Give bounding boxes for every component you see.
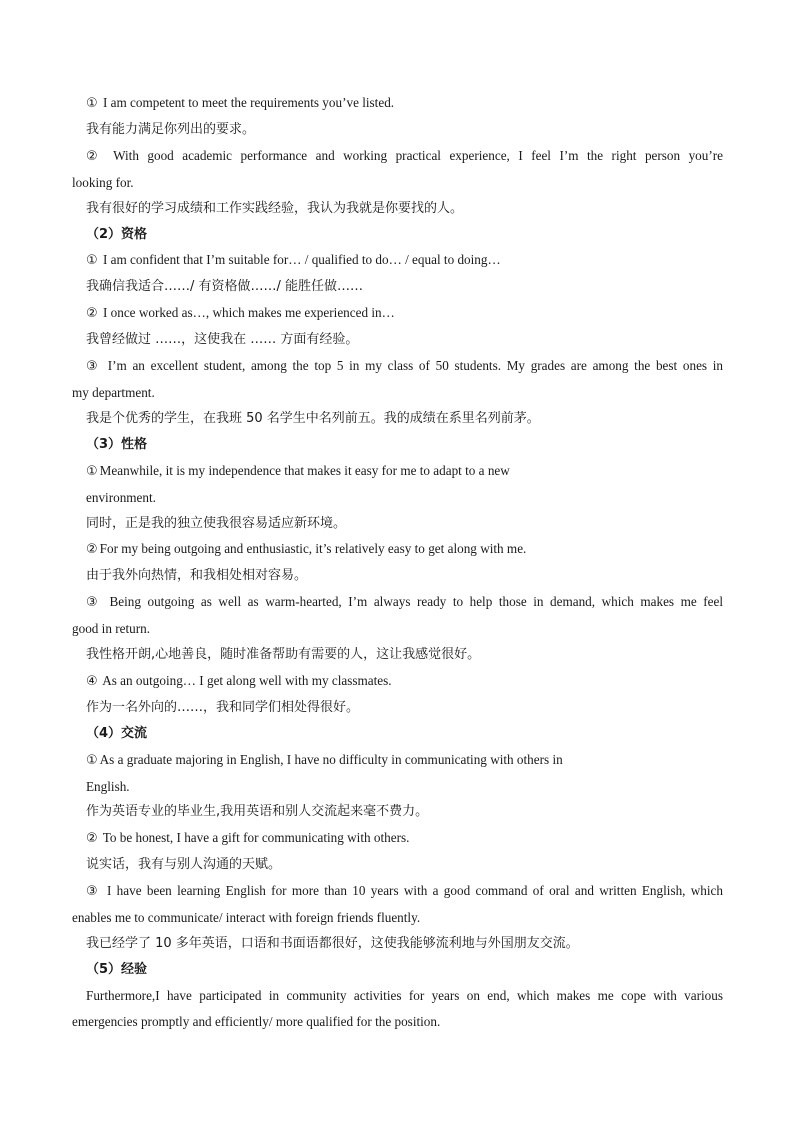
line-text: As an outgoing… I get along well with my classmates. <box>99 672 392 688</box>
text-line <box>72 983 723 1009</box>
line-text: With good academic performance and working practical experience, I feel I’m the right person you’re <box>104 147 723 163</box>
line-text: （5）经验 <box>86 961 148 977</box>
circled-number: ① <box>86 253 98 269</box>
text-line <box>72 931 723 957</box>
circled-number: ① <box>86 463 98 479</box>
text-line <box>72 774 723 800</box>
line-text: 作为一名外向的……，我和同学们相处得很好。 <box>86 699 360 715</box>
line-text: Furthermore,I have participated in community activities for years on end, which makes me cope with various <box>86 987 723 1003</box>
circled-number: ② <box>86 542 98 558</box>
text-line <box>72 196 723 222</box>
section-heading <box>72 721 723 747</box>
text-line <box>72 485 723 511</box>
circled-number: ③ <box>86 884 100 900</box>
circled-number: ④ <box>86 673 98 689</box>
line-text: English. <box>86 778 130 794</box>
text-line <box>72 247 723 274</box>
line-text: I’m an excellent student, among the top 5 in my class of 50 students. My grades are among the best ones in <box>102 358 723 374</box>
text-line <box>72 117 723 143</box>
text-line <box>72 143 723 170</box>
line-text: 我曾经做过 ……，这使我在 …… 方面有经验。 <box>86 332 359 348</box>
line-text: 由于我外向热情，和我相处相对容易。 <box>86 568 308 584</box>
line-text: 说实话，我有与别人沟通的天赋。 <box>86 857 282 873</box>
text-line <box>72 616 723 642</box>
text-line <box>72 511 723 537</box>
circled-number: ① <box>86 752 98 768</box>
line-text: 我有能力满足你列出的要求。 <box>86 121 256 137</box>
line-text: emergencies promptly and efficiently/ more qualified for the position. <box>72 1013 441 1029</box>
text-line <box>72 563 723 589</box>
line-text: I am confident that I’m suitable for… / qualified to do… / equal to doing… <box>99 252 501 268</box>
circled-number: ② <box>86 148 103 164</box>
line-text: For my being outgoing and enthusiastic, it’s relatively easy to get along with me. <box>99 541 527 557</box>
line-text: 同时，正是我的独立使我很容易适应新环境。 <box>86 515 347 531</box>
text-line <box>72 747 723 774</box>
line-text: （4）交流 <box>86 725 148 741</box>
line-text: 我已经学了 10 多年英语，口语和书面语都很好，这使我能够流利地与外国朋友交流。 <box>86 936 579 951</box>
text-line <box>72 327 723 353</box>
text-line <box>72 695 723 721</box>
line-text: I have been learning English for more than 10 years with a good command of oral and written English, which <box>101 883 723 899</box>
line-text: （3）性格 <box>86 436 148 452</box>
text-line <box>72 878 723 905</box>
text-line <box>72 458 723 485</box>
document-body <box>72 90 723 1035</box>
line-text: Meanwhile, it is my independence that makes it easy for me to adapt to a new <box>99 462 510 478</box>
line-text: 我确信我适合……/ 有资格做……/ 能胜任做…… <box>86 279 364 295</box>
text-line <box>72 668 723 695</box>
circled-number: ③ <box>86 595 101 611</box>
section-heading <box>72 222 723 248</box>
line-text: looking for. <box>72 174 134 190</box>
text-line <box>72 589 723 616</box>
text-line <box>72 406 723 432</box>
circled-number: ② <box>86 831 98 847</box>
line-text: 我有很好的学习成绩和工作实践经验，我认为我就是你要找的人。 <box>86 200 464 216</box>
text-line <box>72 1009 723 1035</box>
text-line <box>72 536 723 563</box>
text-line <box>72 825 723 852</box>
circled-number: ② <box>86 306 98 322</box>
text-line <box>72 905 723 931</box>
text-line <box>72 642 723 668</box>
line-text: I am competent to meet the requirements you’ve listed. <box>99 95 395 110</box>
line-text: 我性格开朗,心地善良，随时准备帮助有需要的人，这让我感觉很好。 <box>86 647 481 663</box>
line-text: 我是个优秀的学生，在我班 50 名学生中名列前五。我的成绩在系里名列前茅。 <box>86 410 540 426</box>
text-line <box>72 799 723 825</box>
text-line <box>72 90 723 117</box>
section-heading <box>72 432 723 458</box>
line-text: enables me to communicate/ interact with foreign friends fluently. <box>72 910 421 926</box>
text-line <box>72 274 723 300</box>
line-text: （2）资格 <box>86 226 148 242</box>
line-text: good in return. <box>72 621 151 637</box>
text-line <box>72 852 723 878</box>
text-line <box>72 170 723 196</box>
line-text: 作为英语专业的毕业生,我用英语和别人交流起来毫不费力。 <box>86 804 429 820</box>
text-line <box>72 300 723 327</box>
line-text: I once worked as…, which makes me experienced in… <box>99 305 395 321</box>
circled-number: ③ <box>86 359 101 375</box>
line-text: environment. <box>86 489 156 505</box>
line-text: As a graduate majoring in English, I have no difficulty in communicating with others in <box>99 751 563 767</box>
line-text: To be honest, I have a gift for communicating with others. <box>99 830 410 846</box>
line-text: my department. <box>72 384 155 400</box>
line-text: Being outgoing as well as warm-hearted, I’m always ready to help those in demand, which makes me feel <box>102 594 724 610</box>
text-line <box>72 380 723 406</box>
text-line <box>72 353 723 380</box>
section-heading <box>72 957 723 983</box>
circled-number: ① <box>86 96 98 111</box>
